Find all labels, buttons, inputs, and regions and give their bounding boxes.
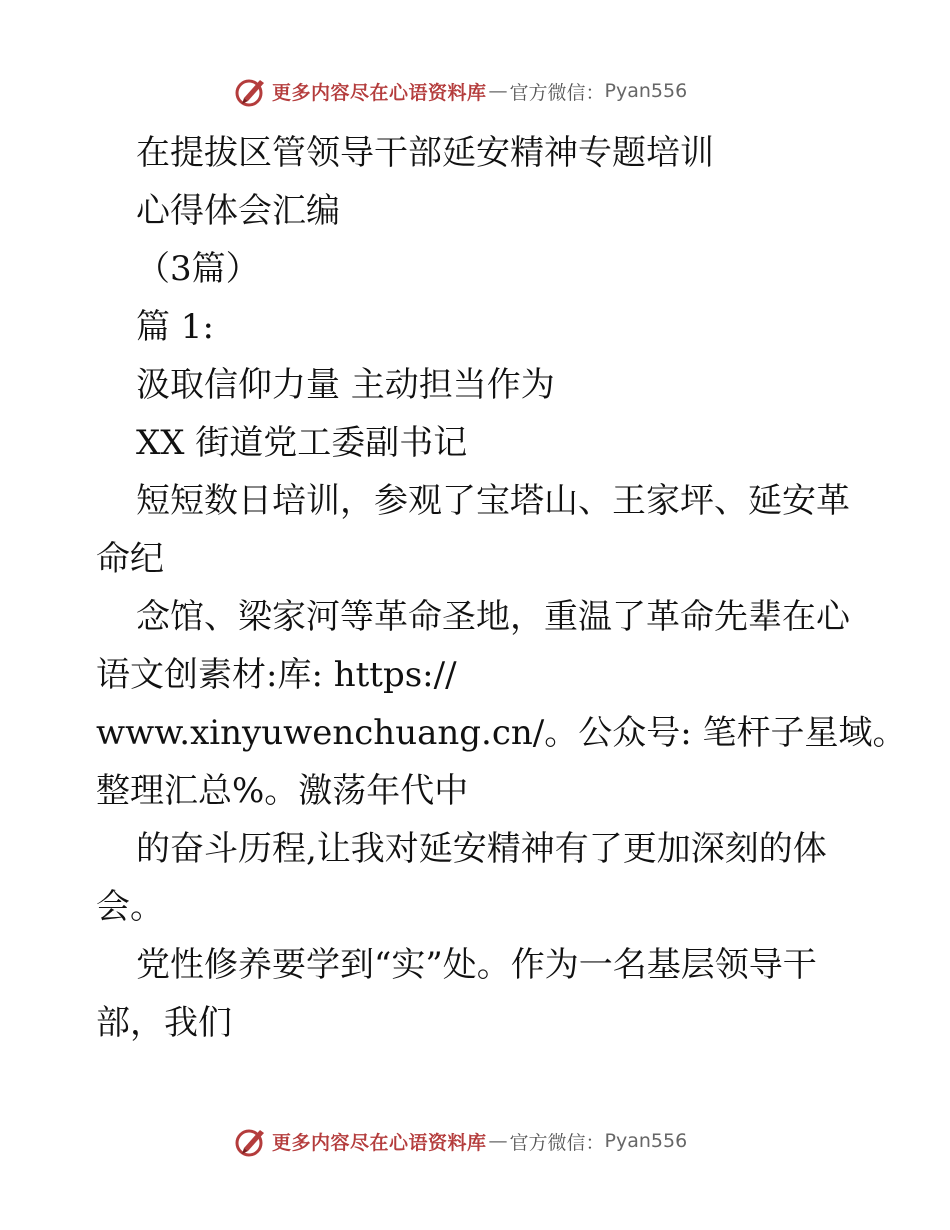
footer-banner [234,1124,734,1158]
doc-text-line: 整理汇总%。激荡年代中 [96,771,469,811]
header-banner [234,74,734,108]
doc-text-line: 短短数日培训，参观了宝塔山、王家坪、延安革 [136,481,850,521]
doc-title-line-2: 心得体会汇编 [136,191,340,231]
pen-logo-icon [234,1124,268,1158]
banner-main-text: 更多内容尽在心语资料库 [272,1131,487,1154]
banner-main-text: 更多内容尽在心语资料库 [272,81,487,104]
doc-text-line: 党性修养要学到“实”处。作为一名基层领导干 [136,945,817,985]
document-body [96,124,907,1052]
doc-section-label: 篇 1: [136,307,214,347]
banner-sub-text: 官方微信： [509,1131,605,1154]
doc-text-line: 命纪 [96,539,164,579]
doc-author: XX 街道党工委副书记 [136,423,468,463]
banner-dash: — [488,1130,508,1152]
doc-text-line: 会。 [96,887,164,927]
doc-title-line-1: 在提拔区管领导干部延安精神专题培训 [136,133,714,173]
doc-text-line: 念馆、梁家河等革命圣地，重温了革命先辈在心 [136,597,850,637]
doc-text-line: 语文创素材:库: https:// [96,655,457,695]
banner-sub-text: 官方微信： [509,81,605,104]
doc-text-line: 部，我们 [96,1003,232,1043]
banner-dash: — [488,80,508,102]
doc-count: （3篇） [136,249,260,289]
banner-wechat-id: Pyan556 [604,80,688,102]
banner-wechat-id: Pyan556 [604,1130,688,1152]
pen-logo-icon [234,74,268,108]
doc-article-title: 汲取信仰力量 主动担当作为 [136,365,555,405]
doc-text-line: www.xinyuwenchuang.cn/。公众号: 笔杆子星域。 [96,713,907,753]
doc-text-line: 的奋斗历程,让我对延安精神有了更加深刻的体 [136,829,827,869]
